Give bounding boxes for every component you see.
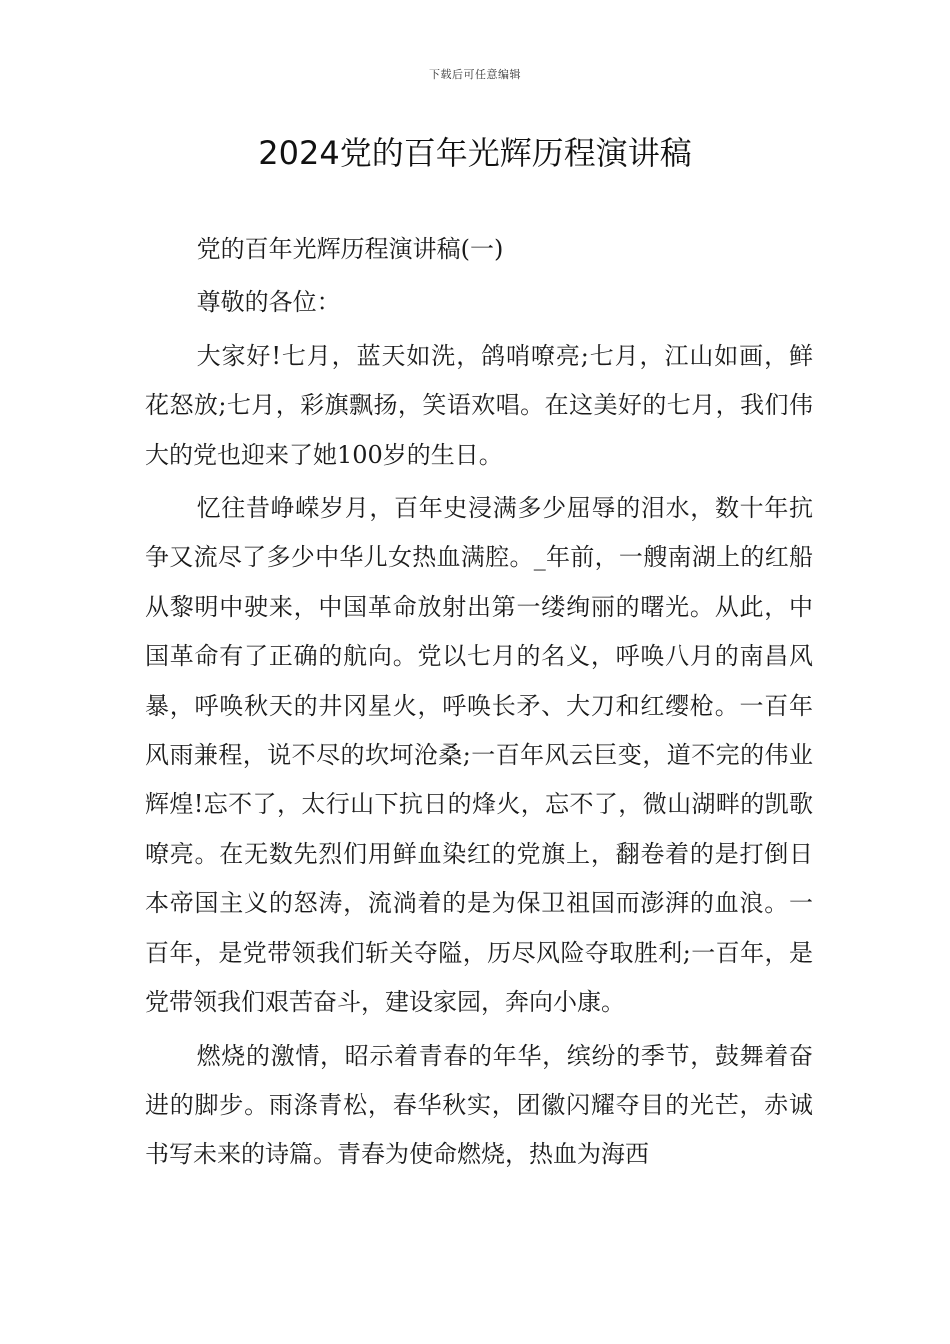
body-paragraph: 燃烧的激情，昭示着青春的年华，缤纷的季节，鼓舞着奋进的脚步。雨涤青松，春华秋实，团徽闪耀夺目的光芒，赤诚书写未来的诗篇。青春为使命燃烧，热血为海西: [145, 1041, 813, 1169]
section-heading: 党的百年光辉历程演讲稿(一): [196, 235, 504, 263]
document-body: [145, 225, 813, 1184]
document-title: 2024党的百年光辉历程演讲稿: [258, 134, 692, 172]
body-paragraph: 忆往昔峥嵘岁月，百年史浸满多少屈辱的泪水，数十年抗争又流尽了多少中华儿女热血满腔。_年前，一艘南湖上的红船从黎明中驶来，中国革命放射出第一缕绚丽的曙光。从此，中国革命有了正确的航向。党以七月的名义，呼唤八月的南昌风暴，呼唤秋天的井冈星火，呼唤长矛、大刀和红缨枪。一百年风雨兼程，说不尽的坎坷沧桑;一百年风云巨变，道不完的伟业辉煌!忘不了，太行山下抗日的烽火，忘不了，微山湖畔的凯歌嘹亮。在无数先烈们用鲜血染红的党旗上，翻卷着的是打倒日本帝国主义的怒涛，流淌着的是为保卫祖国而澎湃的血浪。一百年，是党带领我们斩关夺隘，历尽风险夺取胜利;一百年，是党带领我们艰苦奋斗，建设家园，奔向小康。: [145, 494, 813, 1017]
body-paragraph: 大家好!七月，蓝天如洗，鸽哨嘹亮;七月，江山如画，鲜花怒放;七月，彩旗飘扬，笑语欢唱。在这美好的七月，我们伟大的党也迎来了她100岁的生日。: [145, 341, 813, 469]
salutation: 尊敬的各位：: [196, 288, 341, 317]
page-header-note: 下载后可任意编辑: [429, 68, 521, 81]
